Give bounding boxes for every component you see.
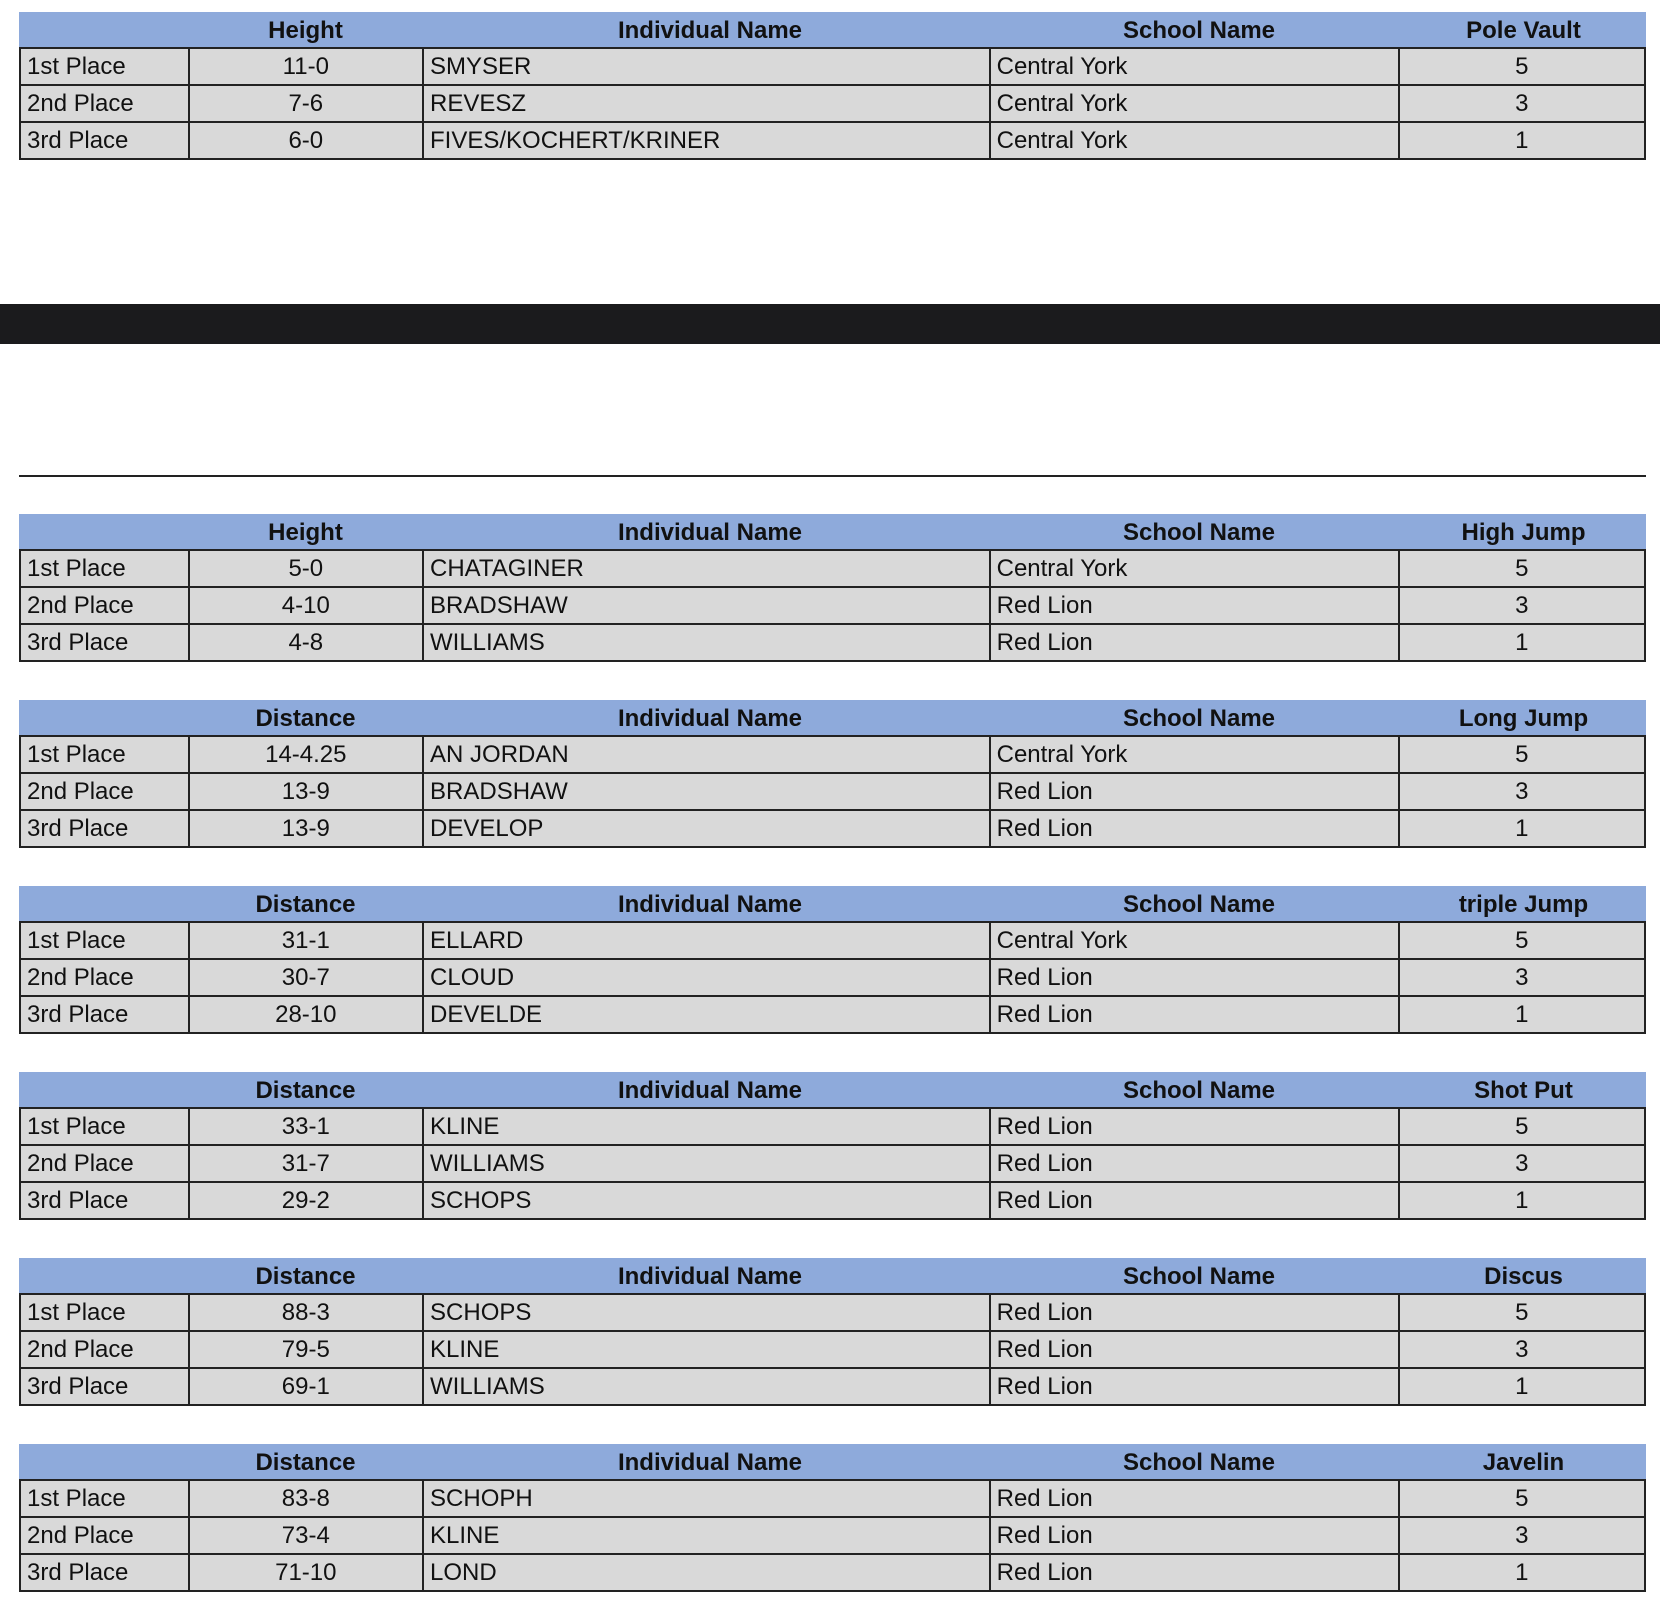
name-cell: KLINE <box>424 1518 991 1553</box>
header-individual-name: Individual Name <box>617 891 803 918</box>
name-cell: CLOUD <box>424 960 991 995</box>
points-cell: 3 <box>1515 592 1529 619</box>
mark-cell: 31-7 <box>190 1146 424 1181</box>
points-cell: 3 <box>1515 964 1529 991</box>
table-row <box>21 1295 1644 1332</box>
mark-cell: 30-7 <box>190 960 424 995</box>
mark-cell: 69-1 <box>190 1369 424 1404</box>
header-event: Shot Put <box>1474 1077 1573 1104</box>
mark-cell: 88-3 <box>190 1295 424 1330</box>
table-row <box>21 1146 1644 1183</box>
header-event: Long Jump <box>1458 705 1589 732</box>
header-event: triple Jump <box>1458 891 1589 918</box>
place-cell: 3rd Place <box>21 1369 190 1404</box>
table-row <box>21 1109 1644 1146</box>
points-cell: 1 <box>1515 1001 1529 1028</box>
table-header <box>19 1072 1646 1109</box>
table-header <box>19 1258 1646 1295</box>
place-cell: 3rd Place <box>21 625 190 660</box>
table-row <box>21 551 1644 588</box>
place-cell: 1st Place <box>21 49 190 84</box>
table-row <box>21 811 1644 848</box>
place-cell: 1st Place <box>21 551 190 586</box>
school-cell: Red Lion <box>991 1146 1400 1181</box>
table-header <box>19 514 1646 551</box>
mark-cell: 7-6 <box>190 86 424 121</box>
header-individual-name: Individual Name <box>617 705 803 732</box>
divider-line <box>19 475 1646 477</box>
header-school-name: School Name <box>1122 705 1276 732</box>
school-cell: Red Lion <box>991 588 1400 623</box>
table-row <box>21 86 1644 123</box>
header-individual-name: Individual Name <box>617 17 803 44</box>
table-row <box>21 1183 1644 1220</box>
name-cell: CHATAGINER <box>424 551 991 586</box>
mark-cell: 83-8 <box>190 1481 424 1516</box>
header-measure: Height <box>268 17 343 44</box>
table-row <box>21 737 1644 774</box>
school-cell: Red Lion <box>991 774 1400 809</box>
school-cell: Red Lion <box>991 1332 1400 1367</box>
header-measure: Distance <box>255 1263 356 1290</box>
table-row <box>21 588 1644 625</box>
school-cell: Red Lion <box>991 1369 1400 1404</box>
place-cell: 3rd Place <box>21 997 190 1032</box>
name-cell: LOND <box>424 1555 991 1590</box>
header-individual-name: Individual Name <box>617 1077 803 1104</box>
name-cell: WILLIAMS <box>424 1369 991 1404</box>
points-cell: 5 <box>1515 53 1529 80</box>
header-place <box>19 700 188 735</box>
place-cell: 3rd Place <box>21 1555 190 1590</box>
points-cell: 3 <box>1515 90 1529 117</box>
place-cell: 1st Place <box>21 1109 190 1144</box>
points-cell: 3 <box>1515 778 1529 805</box>
place-cell: 1st Place <box>21 1295 190 1330</box>
name-cell: BRADSHAW <box>424 588 991 623</box>
header-place <box>19 886 188 921</box>
table-row <box>21 1369 1644 1406</box>
school-cell: Red Lion <box>991 625 1400 660</box>
place-cell: 2nd Place <box>21 1518 190 1553</box>
points-cell: 5 <box>1515 741 1529 768</box>
event-table <box>19 1072 1646 1220</box>
table-row <box>21 997 1644 1034</box>
place-cell: 2nd Place <box>21 588 190 623</box>
place-cell: 1st Place <box>21 737 190 772</box>
header-school-name: School Name <box>1122 1263 1276 1290</box>
header-measure: Height <box>268 519 343 546</box>
name-cell: SCHOPS <box>424 1183 991 1218</box>
school-cell: Central York <box>991 737 1400 772</box>
points-cell: 1 <box>1515 815 1529 842</box>
mark-cell: 33-1 <box>190 1109 424 1144</box>
points-cell: 5 <box>1515 1485 1529 1512</box>
table-row <box>21 1481 1644 1518</box>
event-table <box>19 514 1646 662</box>
header-school-name: School Name <box>1122 519 1276 546</box>
table-row <box>21 923 1644 960</box>
header-individual-name: Individual Name <box>617 519 803 546</box>
event-table <box>19 1444 1646 1592</box>
name-cell: SCHOPS <box>424 1295 991 1330</box>
name-cell: WILLIAMS <box>424 625 991 660</box>
name-cell: SMYSER <box>424 49 991 84</box>
event-table <box>19 1258 1646 1406</box>
table-header <box>19 886 1646 923</box>
school-cell: Red Lion <box>991 811 1400 846</box>
school-cell: Central York <box>991 86 1400 121</box>
place-cell: 2nd Place <box>21 1146 190 1181</box>
header-measure: Distance <box>255 1077 356 1104</box>
header-event: Discus <box>1484 1263 1563 1290</box>
name-cell: ELLARD <box>424 923 991 958</box>
mark-cell: 11-0 <box>190 49 424 84</box>
mark-cell: 4-10 <box>190 588 424 623</box>
header-event: High Jump <box>1461 519 1586 546</box>
points-cell: 5 <box>1515 555 1529 582</box>
school-cell: Red Lion <box>991 1295 1400 1330</box>
table-row <box>21 625 1644 662</box>
table-body <box>19 551 1646 662</box>
points-cell: 1 <box>1515 1373 1529 1400</box>
name-cell: FIVES/KOCHERT/KRINER <box>424 123 991 158</box>
place-cell: 2nd Place <box>21 86 190 121</box>
school-cell: Red Lion <box>991 1183 1400 1218</box>
school-cell: Red Lion <box>991 960 1400 995</box>
mark-cell: 5-0 <box>190 551 424 586</box>
name-cell: DEVELOP <box>424 811 991 846</box>
table-row <box>21 1332 1644 1369</box>
school-cell: Central York <box>991 49 1400 84</box>
header-measure: Distance <box>255 705 356 732</box>
name-cell: KLINE <box>424 1109 991 1144</box>
name-cell: AN JORDAN <box>424 737 991 772</box>
points-cell: 1 <box>1515 629 1529 656</box>
header-event: Pole Vault <box>1466 17 1581 44</box>
name-cell: SCHOPH <box>424 1481 991 1516</box>
name-cell: DEVELDE <box>424 997 991 1032</box>
points-cell: 1 <box>1515 1187 1529 1214</box>
mark-cell: 79-5 <box>190 1332 424 1367</box>
mark-cell: 29-2 <box>190 1183 424 1218</box>
points-cell: 5 <box>1515 1113 1529 1140</box>
mark-cell: 4-8 <box>190 625 424 660</box>
table-header <box>19 12 1646 49</box>
header-place <box>19 1072 188 1107</box>
points-cell: 3 <box>1515 1336 1529 1363</box>
place-cell: 3rd Place <box>21 1183 190 1218</box>
mark-cell: 13-9 <box>190 774 424 809</box>
points-cell: 1 <box>1515 1559 1529 1586</box>
school-cell: Red Lion <box>991 1518 1400 1553</box>
mark-cell: 73-4 <box>190 1518 424 1553</box>
header-school-name: School Name <box>1122 1449 1276 1476</box>
header-place <box>19 514 188 549</box>
place-cell: 3rd Place <box>21 811 190 846</box>
header-place <box>19 1258 188 1293</box>
mark-cell: 28-10 <box>190 997 424 1032</box>
school-cell: Red Lion <box>991 1481 1400 1516</box>
header-place <box>19 1444 188 1479</box>
header-event: Javelin <box>1482 1449 1565 1476</box>
place-cell: 2nd Place <box>21 1332 190 1367</box>
header-individual-name: Individual Name <box>617 1449 803 1476</box>
table-body <box>19 923 1646 1034</box>
table-header <box>19 700 1646 737</box>
header-school-name: School Name <box>1122 891 1276 918</box>
table-header <box>19 1444 1646 1481</box>
school-cell: Central York <box>991 551 1400 586</box>
table-body <box>19 1295 1646 1406</box>
points-cell: 5 <box>1515 927 1529 954</box>
page-break-bar <box>0 304 1660 344</box>
header-place <box>19 12 188 47</box>
table-row <box>21 960 1644 997</box>
place-cell: 2nd Place <box>21 960 190 995</box>
points-cell: 5 <box>1515 1299 1529 1326</box>
school-cell: Red Lion <box>991 1109 1400 1144</box>
table-row <box>21 123 1644 160</box>
mark-cell: 31-1 <box>190 923 424 958</box>
place-cell: 1st Place <box>21 923 190 958</box>
school-cell: Red Lion <box>991 997 1400 1032</box>
place-cell: 1st Place <box>21 1481 190 1516</box>
table-body <box>19 1481 1646 1592</box>
points-cell: 3 <box>1515 1150 1529 1177</box>
header-school-name: School Name <box>1122 17 1276 44</box>
event-table <box>19 12 1646 160</box>
name-cell: BRADSHAW <box>424 774 991 809</box>
place-cell: 3rd Place <box>21 123 190 158</box>
school-cell: Red Lion <box>991 1555 1400 1590</box>
table-body <box>19 737 1646 848</box>
name-cell: REVESZ <box>424 86 991 121</box>
school-cell: Central York <box>991 923 1400 958</box>
table-body <box>19 49 1646 160</box>
table-row <box>21 1518 1644 1555</box>
table-row <box>21 49 1644 86</box>
table-row <box>21 774 1644 811</box>
name-cell: KLINE <box>424 1332 991 1367</box>
name-cell: WILLIAMS <box>424 1146 991 1181</box>
header-individual-name: Individual Name <box>617 1263 803 1290</box>
place-cell: 2nd Place <box>21 774 190 809</box>
event-table <box>19 886 1646 1034</box>
points-cell: 1 <box>1515 127 1529 154</box>
table-body <box>19 1109 1646 1220</box>
header-measure: Distance <box>255 1449 356 1476</box>
event-table <box>19 700 1646 848</box>
school-cell: Central York <box>991 123 1400 158</box>
mark-cell: 14-4.25 <box>190 737 424 772</box>
mark-cell: 6-0 <box>190 123 424 158</box>
header-school-name: School Name <box>1122 1077 1276 1104</box>
header-measure: Distance <box>255 891 356 918</box>
points-cell: 3 <box>1515 1522 1529 1549</box>
table-row <box>21 1555 1644 1592</box>
mark-cell: 13-9 <box>190 811 424 846</box>
mark-cell: 71-10 <box>190 1555 424 1590</box>
